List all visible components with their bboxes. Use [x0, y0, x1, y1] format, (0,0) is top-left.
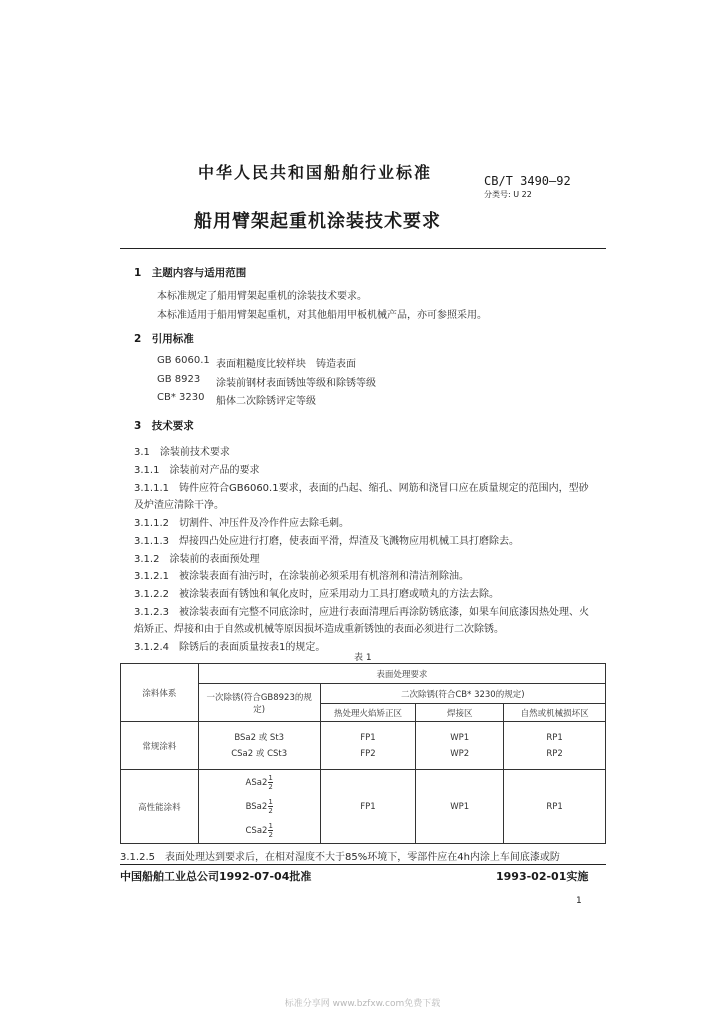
col-secondary-rust: 二次除锈(符合CB* 3230的规定) [320, 684, 605, 704]
clause-3-1-1-1: 3.1.1.1 铸件应符合GB6060.1要求，表面的凸起、缩孔、网筋和浇冒口应在质量规定的范围内，型砂 [134, 483, 589, 494]
col-coating-system: 涂料体系 [121, 664, 199, 722]
col-surface-req: 表面处理要求 [198, 664, 605, 684]
classification-number: 分类号: U 22 [484, 190, 532, 199]
row-conventional-primary: BSa2 或 St3 CSa2 或 CSt3 [198, 722, 320, 770]
footer-divider [120, 864, 606, 865]
clause-3-1-1-1-cont: 及炉渣应清除干净。 [134, 500, 224, 511]
clause-3-1-2-3-cont: 焰矫正、焊接和由于自然或机械等原因损坏造成重新锈蚀的表面必须进行二次除锈。 [134, 624, 504, 635]
clause-3-1-1: 3.1.1 涂装前对产品的要求 [134, 465, 260, 476]
row-high-perf-heat: FP1 [320, 770, 416, 844]
col-heat-zone: 热处理火焰矫正区 [320, 704, 416, 722]
header-divider [120, 248, 606, 249]
reference-text: 船体二次除锈评定等级 [216, 396, 316, 407]
col-weld-zone: 焊接区 [416, 704, 504, 722]
row-high-perf-weld: WP1 [416, 770, 504, 844]
standard-org-title: 中华人民共和国船舶行业标准 [198, 163, 433, 182]
section-1-para-1: 本标准规定了船用臂架起重机的涂装技术要求。 [157, 291, 367, 302]
approval-line: 中国船舶工业总公司1992-07-04批准 [120, 870, 312, 883]
clause-3-1-2-2: 3.1.2.2 被涂装表面有锈蚀和氧化皮时，应采用动力工具打磨或喷丸的方法去除。 [134, 589, 499, 600]
row-conventional-label: 常规涂料 [121, 722, 199, 770]
row-high-perf-primary: ASa2 $\frac{1}{2}$ BSa2 $\frac{1}{2}$ CSa2 $\frac{1}{2}$ [198, 770, 320, 844]
table-1 [120, 663, 606, 844]
col-damage-zone: 自然或机械损坏区 [504, 704, 606, 722]
page-number: 1 [576, 896, 582, 906]
reference-code: GB 6060.1 [157, 355, 210, 366]
section-3-heading: 3 技术要求 [134, 420, 194, 432]
row-high-perf-damage: RP1 [504, 770, 606, 844]
reference-text: 涂装前钢材表面锈蚀等级和除锈等级 [216, 378, 376, 389]
clause-3-1-2-3: 3.1.2.3 被涂装表面有完整不同底涂时，应进行表面清理后再涂防锈底漆，如果车间底漆因热处理、火 [134, 607, 589, 618]
table-caption: 表 1 [354, 653, 372, 663]
row-conventional-damage: RP1 RP2 [504, 722, 606, 770]
clause-3-1: 3.1 涂装前技术要求 [134, 447, 230, 458]
section-2-heading: 2 引用标准 [134, 333, 194, 345]
implementation-date: 1993-02-01实施 [496, 870, 589, 883]
clause-3-1-1-3: 3.1.1.3 焊接四凸处应进行打磨，使表面平滑，焊渣及飞溅物应用机械工具打磨除去。 [134, 536, 519, 547]
reference-code: CB* 3230 [157, 392, 205, 403]
section-1-para-2: 本标准适用于船用臂架起重机，对其他船用甲板机械产品，亦可参照采用。 [157, 310, 487, 321]
clause-3-1-2-4: 3.1.2.4 除锈后的表面质量按表1的规定。 [134, 642, 326, 653]
row-conventional-weld: WP1 WP2 [416, 722, 504, 770]
clause-3-1-1-2: 3.1.1.2 切割件、冲压件及冷作件应去除毛刺。 [134, 518, 349, 529]
clause-3-1-2-5: 3.1.2.5 表面处理达到要求后，在相对湿度不大于85%环境下，零部件应在4h内涂上车间底漆或防 [120, 852, 560, 863]
reference-text: 表面粗糙度比较样块 铸造表面 [216, 359, 356, 370]
section-1-heading: 1 主题内容与适用范围 [134, 267, 247, 279]
row-conventional-heat: FP1 FP2 [320, 722, 416, 770]
watermark: 标准分享网 www.bzfxw.com免费下载 [284, 999, 441, 1009]
clause-3-1-2: 3.1.2 涂装前的表面预处理 [134, 554, 260, 565]
document-title: 船用臂架起重机涂装技术要求 [194, 211, 441, 232]
clause-3-1-2-1: 3.1.2.1 被涂装表面有油污时，在涂装前必须采用有机溶剂和清洁剂除油。 [134, 571, 469, 582]
reference-code: GB 8923 [157, 374, 201, 385]
col-primary-rust: 一次除锈(符合GB8923的规定) [198, 684, 320, 722]
row-high-perf-label: 高性能涂料 [121, 770, 199, 844]
standard-code: CB/T 3490—92 [484, 174, 571, 188]
